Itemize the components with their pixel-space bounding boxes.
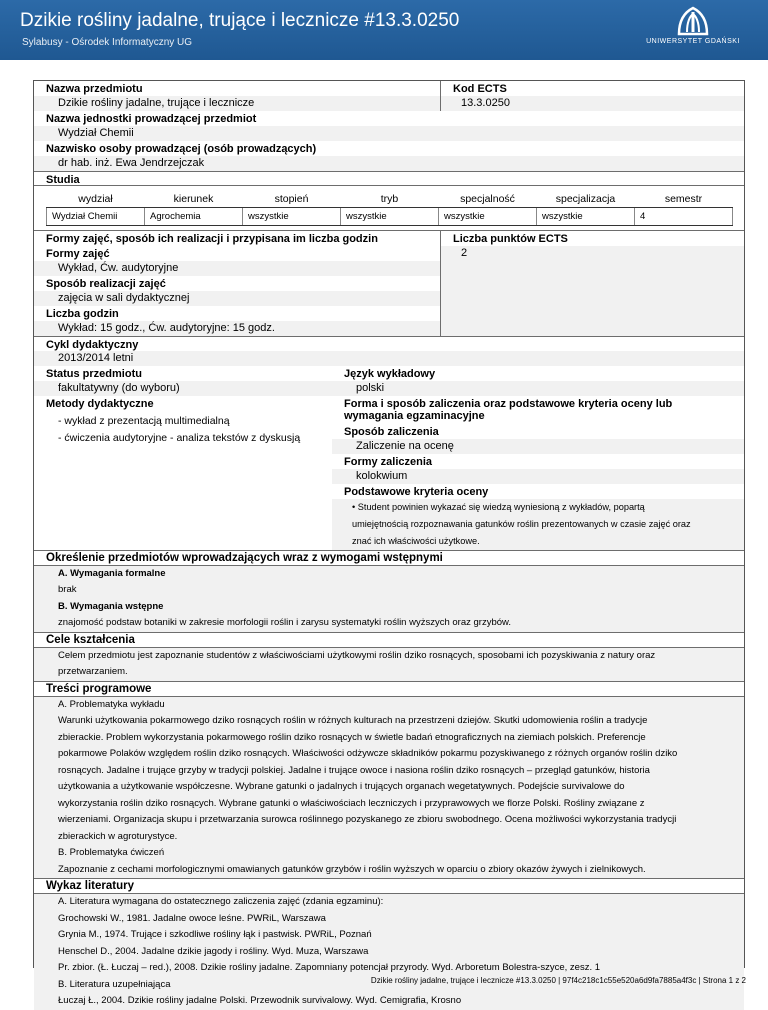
goals-line: Celem przedmiotu jest zapoznanie studentów z właściwościami użytkowymi roślin dziko rosnących, sposobami ich pozyskiwania z natury oraz: [58, 649, 656, 661]
goals-body: [34, 648, 744, 681]
content-line: Zapoznanie z cechami morfologicznymi omawianych gatunków grzybów i roślin wyższych w oparciu o zbiory okazów żywych i zielnikowych.: [58, 863, 646, 875]
col-header: specjalizacja: [537, 191, 635, 207]
assessment-form-label: Formy zaliczenia: [332, 454, 744, 469]
col-header: stopień: [243, 191, 341, 207]
table-cell: wszystkie: [439, 207, 537, 225]
content-label: Treści programowe: [34, 681, 744, 697]
criteria-line: znać ich właściwości użytkowe.: [352, 535, 480, 546]
assessment-form: kolokwium: [332, 469, 744, 484]
cycle-value: 2013/2014 letni: [34, 351, 744, 366]
literature-line: A. Literatura wymagana do ostatecznego zaliczenia zajęć (zdania egzaminu):: [58, 896, 384, 907]
page-banner: [0, 0, 768, 60]
teacher-label: Nazwisko osoby prowadzącej (osób prowadzących): [34, 141, 744, 156]
col-header: semestr: [635, 191, 733, 207]
unit-value: Wydział Chemii: [34, 126, 744, 141]
table-cell: Wydział Chemii: [47, 207, 145, 225]
goals-label: Cele kształcenia: [34, 632, 744, 648]
literature-line: Henschel D., 2004. Jadalne dzikie jagody i rośliny. Wyd. Muza, Warszawa: [58, 945, 369, 957]
course-name-row: [34, 81, 744, 111]
content-line: Warunki użytkowania pokarmowego dziko rosnących roślin w różnych kulturach na przestrzeni dziejów. Skutki udomowienia roślin a tradycje: [58, 715, 648, 726]
criteria-line: umiejętnością rozpoznawania gatunków roślin prezentowanych w czasie zajęć oraz: [352, 518, 691, 529]
prerequisites-b: znajomość podstaw botaniki w zakresie morfologii roślin i zarysu systematyki roślin wyższych oraz grzybów.: [58, 617, 511, 628]
content-line: zbierackie. Problem wykorzystania pokarmowego roślin dziko rosnących w świetle badań etnograficznych na ziemiach polskich. Preferencje: [58, 731, 646, 743]
method-label: Sposób realizacji zajęć: [34, 276, 440, 291]
content-line: wierzeniami. Organizacja skupu i przetwarzania surowca roślinnego pozyskanego ze zbioru swobodnego. Ocena możliwości wykorzystania tradycji: [58, 814, 677, 825]
assessment-method: Zaliczenie na ocenę: [332, 439, 744, 454]
literature-line: Łuczaj Ł., 2004. Dzikie rośliny jadalne Polski. Przewodnik survivalowy. Wyd. Cemigrafia, Krosno: [58, 995, 462, 1006]
assessment-method-label: Sposób zaliczenia: [332, 424, 744, 439]
page-title: Dzikie rośliny jadalne, trujące i lecznicze #13.3.0250: [20, 10, 460, 31]
prerequisites-body: [34, 566, 744, 632]
forms-value: Wykład, Ćw. audytoryjne: [34, 261, 440, 276]
table-cell: wszystkie: [341, 207, 439, 225]
ects-code-label: Kod ECTS: [441, 81, 744, 96]
content-line: rosnących. Jadalne i trujące grzyby w tradycji polskiej. Jadalne i trujące owoce i nasiona roślin dziko rosnących – przegląd gatunków, historia: [58, 764, 650, 776]
table-row: [47, 207, 733, 225]
table-cell: Agrochemia: [145, 207, 243, 225]
table-cell: wszystkie: [537, 207, 635, 225]
goals-line: przetwarzaniem.: [58, 666, 128, 677]
status-label: Status przedmiotu: [34, 366, 332, 381]
prerequisites-a: brak: [58, 584, 77, 595]
studies-label: Studia: [34, 171, 744, 186]
method-value: zajęcia w sali dydaktycznej: [34, 291, 440, 306]
col-header: specjalność: [439, 191, 537, 207]
prerequisites-a-label: A. Wymagania formalne: [58, 567, 166, 579]
course-name-label: Nazwa przedmiotu: [34, 81, 440, 96]
content-body: [34, 697, 744, 879]
col-header: kierunek: [145, 191, 243, 207]
col-header: tryb: [341, 191, 439, 207]
page-footer: Dzikie rośliny jadalne, trujące i lecznicze #13.3.0250 | 97f4c218c1c55e520a6d9fa7885a4f3c | Strona 1 z 2: [370, 976, 746, 985]
literature-label: Wykaz literatury: [34, 878, 744, 894]
didactic-label: Metody dydaktyczne: [34, 396, 332, 411]
unit-label: Nazwa jednostki prowadzącej przedmiot: [34, 111, 744, 126]
literature-line: Grochowski W., 1981. Jadalne owoce leśne. PWRiL, Warszawa: [58, 912, 326, 924]
content-line: użytkowania a użytkowanie współczesne. Wybrane gatunki o jadalnych i trujących organach wegetatywnych. Podejście survivalowe do: [58, 781, 625, 792]
table-cell: wszystkie: [243, 207, 341, 225]
hours-label: Liczba godzin: [34, 306, 440, 321]
criteria-label: Podstawowe kryteria oceny: [332, 484, 744, 499]
university-logo: [638, 6, 748, 45]
content-line: wykorzystania roślin dziko rosnących. Wybrane gatunki o właściwościach leczniczych i przyprawowych we florze Polski. Rośliny związane z: [58, 797, 645, 809]
ects-points: 2: [441, 246, 744, 261]
content-line: A. Problematyka wykładu: [58, 698, 165, 710]
status-section: [34, 366, 744, 550]
prerequisites-label: Określenie przedmiotów wprowadzających wraz z wymogami wstępnymi: [34, 550, 744, 566]
page-subtitle: Sylabusy - Ośrodek Informatyczny UG: [22, 37, 193, 48]
content-line: B. Problematyka ćwiczeń: [58, 847, 165, 858]
logo-text: UNIWERSYTET GDAŃSKI: [646, 38, 740, 45]
col-header: wydział: [47, 191, 145, 207]
forms-section-label: Formy zajęć, sposób ich realizacji i przypisana im liczba godzin: [34, 231, 440, 246]
university-crest-icon: [675, 6, 711, 36]
didactic-item: - wykład z prezentacją multimedialną: [58, 414, 230, 427]
cycle-label: Cykl dydaktyczny: [34, 336, 744, 351]
criteria-line: • Student powinien wykazać się wiedzą wyniesioną z wykładów, popartą: [352, 501, 645, 512]
hours-value: Wykład: 15 godz., Ćw. audytoryjne: 15 godz.: [34, 321, 440, 336]
table-cell: 4: [635, 207, 733, 225]
assessment-label: Forma i sposób zaliczenia oraz podstawowe kryteria oceny lub wymagania egzaminacyjne: [332, 396, 744, 424]
content-line: pokarmowe Polaków względem roślin dziko rosnących. Właściwości odżywcze składników pokarmu pozyskiwanego z różnych organów roślin dziko: [58, 748, 678, 759]
didactic-item: - ćwiczenia audytoryjne - analiza tekstów z dyskusją: [58, 431, 301, 444]
forms-label: Formy zajęć: [34, 246, 440, 261]
forms-section: [34, 230, 744, 336]
studies-table: [46, 191, 733, 226]
content-line: zbierackich w agroturystyce.: [58, 830, 178, 842]
teacher-value: dr hab. inż. Ewa Jendrzejczak: [34, 156, 744, 171]
literature-body: [34, 894, 744, 1010]
language-label: Język wykładowy: [332, 366, 744, 381]
literature-line: Grynia M., 1974. Trujące i szkodliwe rośliny łąk i pastwisk. PWRiL, Poznań: [58, 929, 372, 940]
literature-line: Pr. zbior. (Ł. Łuczaj – red.), 2008. Dzikie rośliny jadalne. Zapomniany potencjał przyrody. Wyd. Arboretum Bolestra-szyce, zesz. 1: [58, 962, 601, 973]
studies-table-header: [47, 191, 733, 207]
status-value: fakultatywny (do wyboru): [34, 381, 332, 396]
prerequisites-b-label: B. Wymagania wstępne: [58, 600, 164, 612]
language-value: polski: [332, 381, 744, 396]
course-name: Dzikie rośliny jadalne, trujące i lecznicze: [34, 96, 440, 111]
ects-points-label: Liczba punktów ECTS: [441, 231, 744, 246]
criteria-text: [332, 499, 744, 550]
ects-code: 13.3.0250: [441, 96, 744, 111]
literature-line: B. Literatura uzupełniająca: [58, 978, 171, 990]
